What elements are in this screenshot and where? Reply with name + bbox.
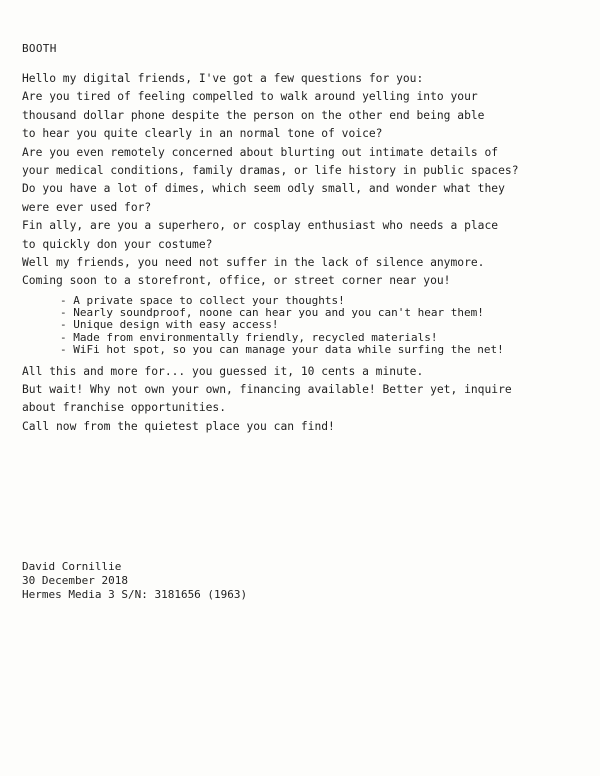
closing-line: Call now from the quietest place you can find! (22, 419, 335, 433)
document-date: 30 December 2018 (22, 574, 128, 587)
paragraph-line: thousand dollar phone despite the person on the other end being able (22, 108, 485, 122)
feature-item: - Unique design with easy access! (60, 319, 592, 331)
paragraph-line: Well my friends, you need not suffer in the lack of silence anymore. (22, 255, 485, 269)
paragraph-line: Coming soon to a storefront, office, or street corner near you! (22, 274, 451, 288)
paragraph-line: to hear you quite clearly in an normal tone of voice? (22, 127, 383, 141)
feature-item: - A private space to collect your thoughts! (60, 295, 592, 307)
signature-block (22, 560, 247, 602)
closing-line: All this and more for... you guessed it, 10 cents a minute. (22, 364, 424, 378)
feature-item: - Nearly soundproof, noone can hear you and you can't hear them! (60, 307, 592, 319)
closing-line: about franchise opportunities. (22, 401, 227, 415)
paragraph-line: Fin ally, are you a superhero, or cosplay enthusiast who needs a place (22, 219, 499, 233)
paragraph-line: Do you have a lot of dimes, which seem odly small, and wonder what they (22, 182, 505, 196)
paragraph-line: your medical conditions, family dramas, or life history in public spaces? (22, 163, 519, 177)
paragraph-line: Hello my digital friends, I've got a few questions for you: (22, 72, 424, 85)
paragraph-line: to quickly don your costume? (22, 237, 213, 251)
closing-line: But wait! Why not own your own, financing available! Better yet, inquire (22, 383, 512, 397)
feature-item: - WiFi hot spot, so you can manage your data while surfing the net! (60, 344, 592, 356)
document-body (22, 70, 592, 436)
paragraph-line: were ever used for? (22, 200, 152, 214)
feature-list (60, 295, 592, 357)
typewriter-info: Hermes Media 3 S/N: 3181656 (1963) (22, 588, 248, 601)
paragraph-line: Are you tired of feeling compelled to walk around yelling into your (22, 90, 478, 104)
author-name: David Cornillie (22, 560, 122, 573)
paragraph-line: Are you even remotely concerned about blurting out intimate details of (22, 145, 499, 159)
feature-item: - Made from environmentally friendly, recycled materials! (60, 332, 592, 344)
document-title: BOOTH (22, 42, 57, 55)
